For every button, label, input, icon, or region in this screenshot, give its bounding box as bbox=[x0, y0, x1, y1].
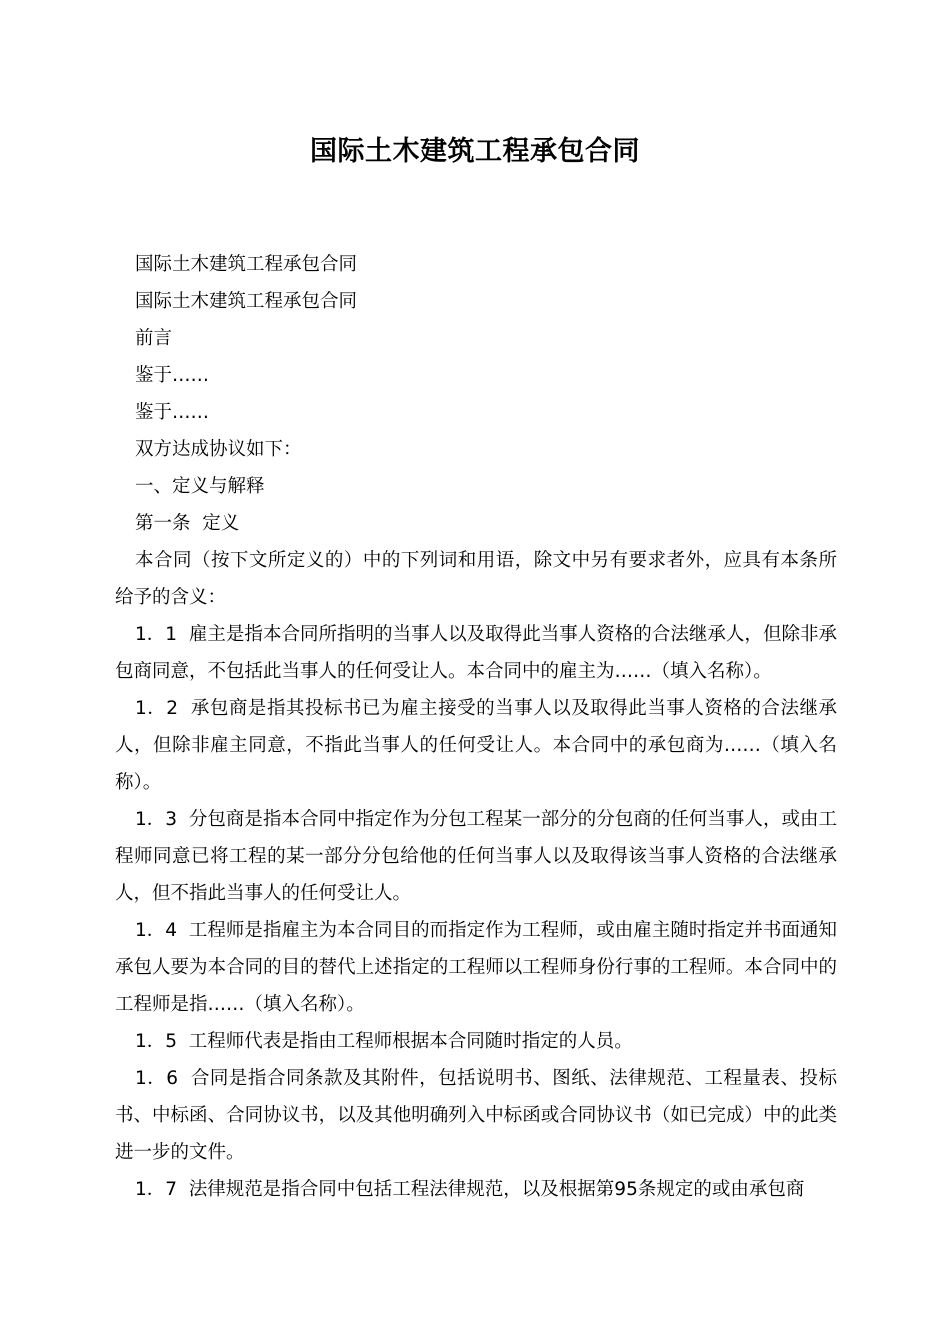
paragraph-subtitle: 国际土木建筑工程承包合同 bbox=[135, 254, 358, 275]
clause-1-5: 1．5 工程师代表是指由工程师根据本合同随时指定的人员。 bbox=[135, 1031, 633, 1052]
section-heading: 一、定义与解释 bbox=[135, 476, 265, 497]
paragraph-whereas: 鉴于…… bbox=[135, 365, 210, 386]
paragraph-agreement: 双方达成协议如下： bbox=[135, 439, 302, 460]
document-title: 国际土木建筑工程承包合同 bbox=[310, 136, 640, 167]
clause-1-6: 1．6 合同是指合同条款及其附件，包括说明书、图纸、法律规范、工程量表、投标书、中标函、合同协议书，以及其他明确列入中标函或合同协议书（如已完成）中的此类进一步的文件。 bbox=[115, 1068, 837, 1163]
paragraph-preface: 前言 bbox=[135, 328, 173, 349]
clause-1-7: 1．7 法律规范是指合同中包括工程法律规范，以及根据第95条规定的或由承包商 bbox=[135, 1179, 805, 1200]
clause-1-1: 1．1 雇主是指本合同所指明的当事人以及取得此当事人资格的合法继承人，但除非承包商同意，不包括此当事人的任何受让人。本合同中的雇主为……（填入名称）。 bbox=[115, 624, 837, 682]
paragraph-whereas: 鉴于…… bbox=[135, 402, 210, 423]
paragraph-subtitle: 国际土木建筑工程承包合同 bbox=[135, 291, 358, 312]
clause-1-2: 1．2 承包商是指其投标书已为雇主接受的当事人以及取得此当事人资格的合法继承人，但除非雇主同意，不指此当事人的任何受让人。本合同中的承包商为……（填入名称）。 bbox=[115, 698, 837, 793]
clause-1-3: 1．3 分包商是指本合同中指定作为分包工程某一部分的分包商的任何当事人，或由工程师同意已将工程的某一部分分包给他的任何当事人以及取得该当事人资格的合法继承人，但不指此当事人的任何受让人。 bbox=[115, 809, 837, 904]
document-body bbox=[115, 246, 837, 1208]
paragraph-intro: 本合同（按下文所定义的）中的下列词和用语，除文中另有要求者外，应具有本条所给予的含义： bbox=[115, 550, 837, 608]
article-heading: 第一条 定义 bbox=[135, 513, 240, 534]
clause-1-4: 1．4 工程师是指雇主为本合同目的而指定作为工程师，或由雇主随时指定并书面通知承包人要为本合同的目的替代上述指定的工程师以工程师身份行事的工程师。本合同中的工程师是指……（填入名称）。 bbox=[115, 920, 837, 1015]
